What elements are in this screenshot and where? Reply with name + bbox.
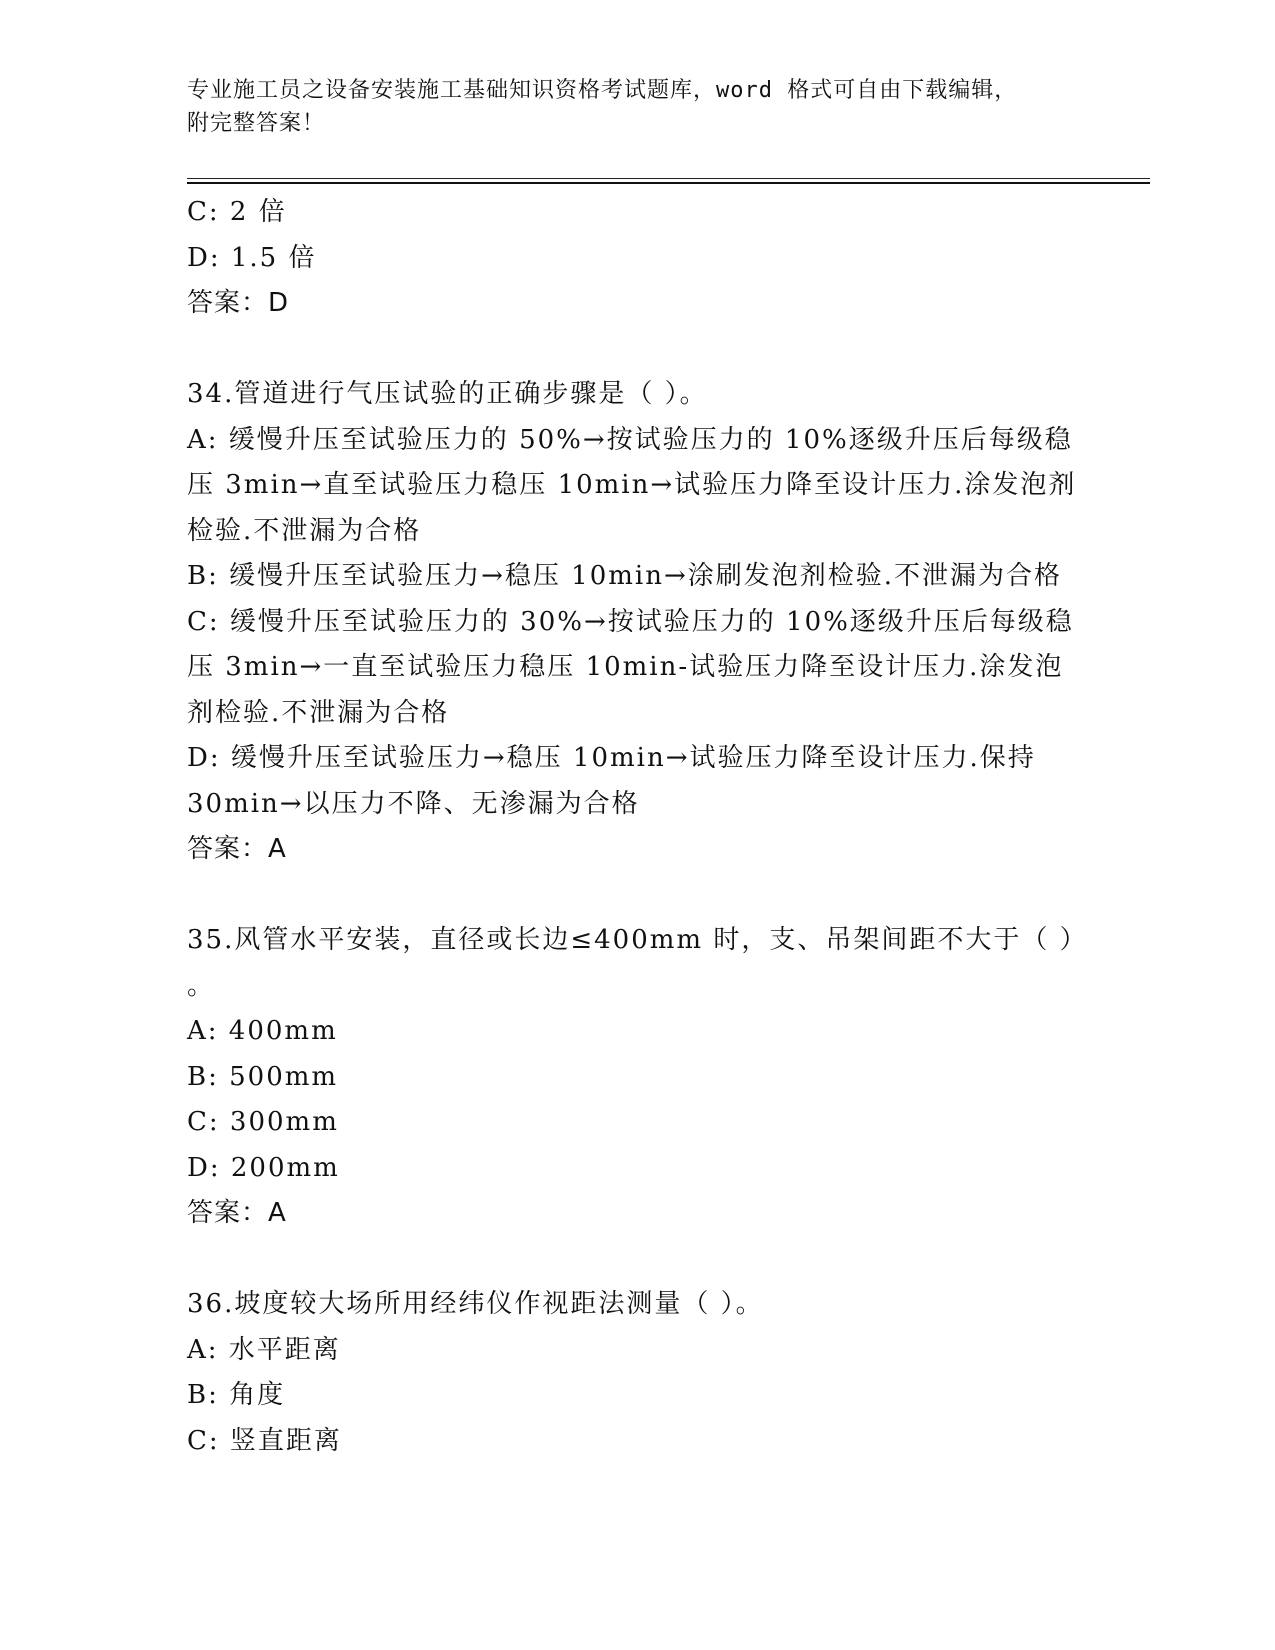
option-b: B: 角度: [187, 1380, 286, 1410]
option-a: A: 400mm: [187, 1016, 338, 1046]
question-35: [187, 918, 1087, 1237]
option-b: B: 缓慢升压至试验压力→稳压 10min→涂刷发泡剂检验.不泄漏为合格: [187, 561, 1063, 591]
answer-line: 答案：A: [187, 1198, 287, 1228]
option-a-line-3: 检验.不泄漏为合格: [187, 515, 422, 546]
option-c-line-1: C: 缓慢升压至试验压力的 30%→按试验压力的 10%逐级升压后每级稳: [187, 606, 1074, 637]
question-content: [187, 190, 1087, 1464]
option-c-line-2: 压 3min→一直至试验压力稳压 10min-试验压力降至设计压力.涂发泡: [187, 652, 1064, 682]
header-line-2: 附完整答案！: [187, 111, 326, 136]
option-c: C: 2 倍: [187, 197, 287, 227]
option-c: C: 300mm: [187, 1107, 339, 1137]
option-a-line-1: A: 缓慢升压至试验压力的 50%→按试验压力的 10%逐级升压后每级稳: [187, 424, 1073, 455]
question-stem-line-2: 。: [187, 970, 216, 1001]
option-d: D: 1.5 倍: [187, 242, 317, 273]
option-d-line-2: 30min→以压力不降、无渗漏为合格: [187, 788, 640, 819]
question-stem-line-1: 35.风管水平安装，直径或长边≤400mm 时，支、吊架间距不大于（ ）: [187, 925, 1088, 955]
option-a-line-2: 压 3min→直至试验压力稳压 10min→试验压力降至设计压力.涂发泡剂: [187, 470, 1077, 500]
previous-question-tail: [187, 190, 1087, 327]
question-34: [187, 372, 1087, 873]
header-line-1: 专业施工员之设备安装施工基础知识资格考试题库，word 格式可自由下载编辑，: [187, 78, 1018, 103]
question-stem: 34.管道进行气压试验的正确步骤是（ ）。: [187, 379, 708, 409]
spacer: [187, 327, 1087, 373]
document-header: [187, 74, 1087, 140]
spacer: [187, 873, 1087, 919]
question-stem: 36.坡度较大场所用经纬仪作视距法测量（ ）。: [187, 1289, 764, 1319]
header-divider-thin: [187, 178, 1150, 179]
answer-line: 答案：A: [187, 834, 287, 864]
spacer: [187, 1237, 1087, 1283]
question-36: [187, 1282, 1087, 1464]
option-d: D: 200mm: [187, 1152, 340, 1183]
header-divider-thick: [187, 182, 1150, 184]
option-c-line-3: 剂检验.不泄漏为合格: [187, 697, 450, 728]
option-c: C: 竖直距离: [187, 1425, 342, 1456]
option-d-line-1: D: 缓慢升压至试验压力→稳压 10min→试验压力降至设计压力.保持: [187, 743, 1036, 773]
option-a: A: 水平距离: [187, 1334, 341, 1365]
option-b: B: 500mm: [187, 1061, 339, 1092]
answer-line: 答案：D: [187, 288, 290, 318]
